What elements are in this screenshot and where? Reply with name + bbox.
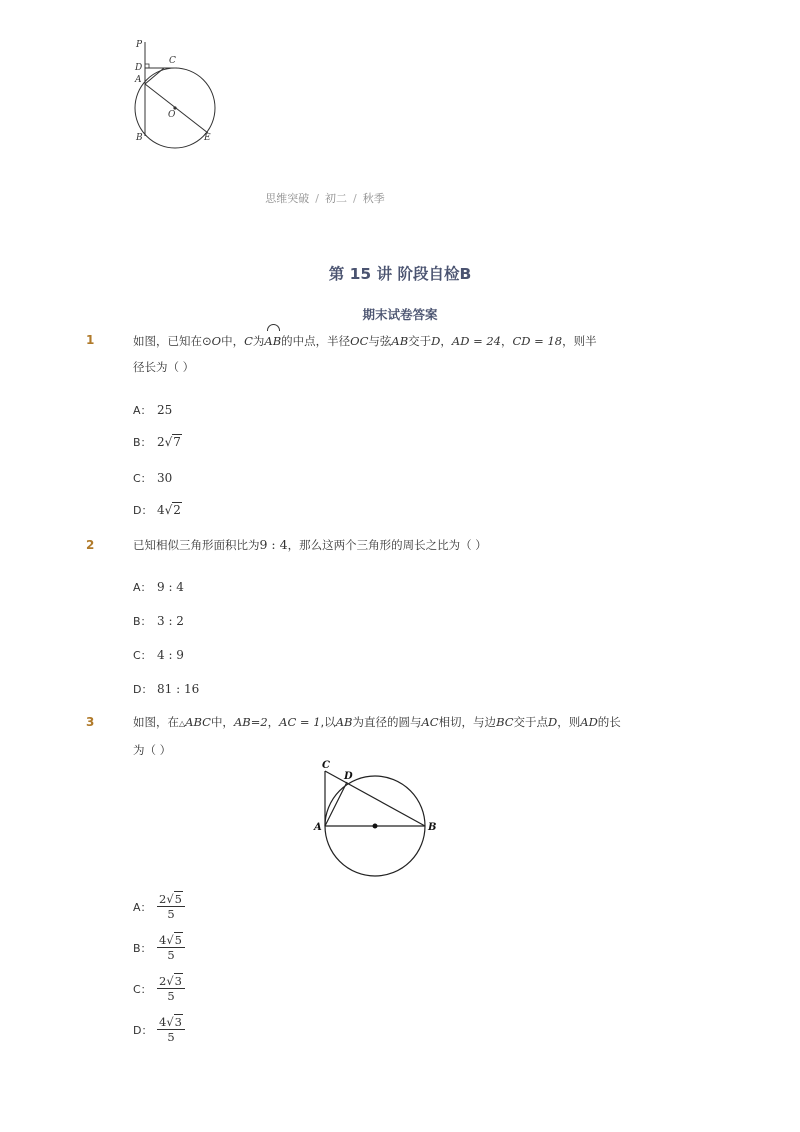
option-b[interactable]: B： 2√7 [133, 435, 181, 449]
question-text: 已知相似三角形面积比为9 : 4，那么这两个三角形的周长之比为（ ） [133, 537, 487, 552]
fig1-label-d: D [135, 63, 143, 73]
fig1-label-p: P [136, 40, 143, 50]
option-c[interactable]: C： 30 [133, 471, 173, 485]
option-a[interactable]: A： $\frac{2√5}{5}$ [133, 892, 185, 921]
option-a[interactable]: A： 9 : 4 [133, 580, 184, 594]
question-number: 2 [86, 538, 95, 552]
breadcrumb-separator: / [315, 192, 319, 205]
option-d[interactable]: D： $\frac{4√3}{5}$ [133, 1015, 185, 1044]
option-a[interactable]: A： 25 [133, 403, 173, 417]
fig1-label-o: O [168, 110, 176, 120]
fig3-label-c: C [322, 760, 330, 771]
breadcrumb-separator: / [353, 192, 357, 205]
option-c[interactable]: C： 4 : 9 [133, 648, 184, 662]
question-text: 如图，已知在⊙O中，C为AB的中点，半径OC与弦AB交于D，AD = 24，CD = 18，则半 径长为（ ） [133, 328, 628, 380]
fig3-label-b: B [428, 822, 437, 833]
option-b[interactable]: B： 3 : 2 [133, 614, 184, 628]
breadcrumb-item[interactable]: 初二 [325, 192, 347, 205]
option-c[interactable]: C： $\frac{2√3}{5}$ [133, 974, 185, 1003]
section-title: 期末试卷答案 [362, 307, 438, 322]
option-d[interactable]: D： 4√2 [133, 503, 181, 517]
question-number: 1 [86, 333, 95, 347]
breadcrumb-item[interactable]: 思维突破 [265, 192, 310, 205]
breadcrumb-item[interactable]: 秋季 [362, 192, 385, 205]
page-title: 第 15 讲 阶段自检B [328, 265, 472, 283]
question-text: 如图，在△ABC中，AB=2，AC = 1,以AB为直径的圆与AC相切，与边BC交于点D，则AD的长 为（ ） [133, 715, 621, 757]
fig3-label-a: A [314, 822, 322, 833]
breadcrumb [0, 190, 650, 206]
fig3-label-d: D [344, 771, 353, 782]
geometry-figure-1 [128, 36, 228, 151]
fig1-label-a: A [135, 75, 142, 85]
fig1-label-b: B [136, 133, 143, 143]
option-b[interactable]: B： $\frac{4√5}{5}$ [133, 933, 185, 962]
fig1-label-e: E [204, 133, 211, 143]
fig1-label-c: C [169, 56, 176, 66]
question-number: 3 [86, 715, 95, 729]
geometry-figure-3 [313, 758, 443, 878]
option-d[interactable]: D： 81 : 16 [133, 682, 200, 696]
